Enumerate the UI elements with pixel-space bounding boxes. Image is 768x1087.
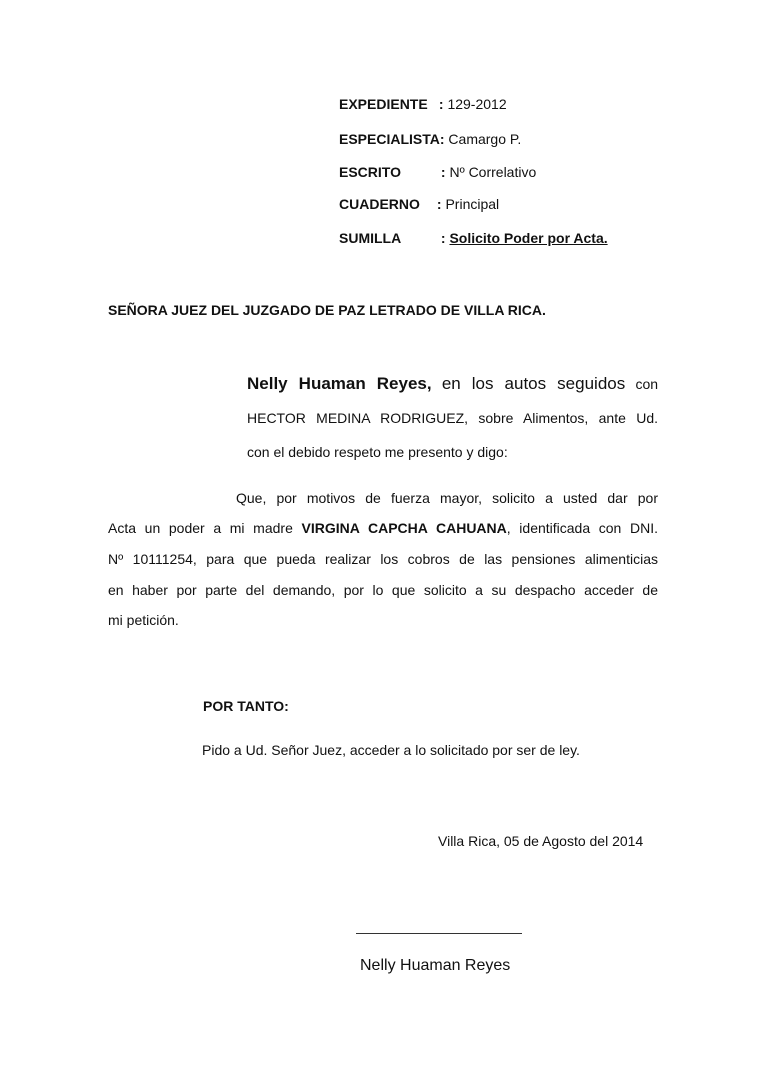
- mother-name: VIRGINA CAPCHA CAHUANA: [301, 520, 507, 536]
- especialista-row: [339, 131, 521, 147]
- body-line-3: Nº 10111254, para que pueda realizar los cobros de las pensiones alimenticias: [108, 551, 658, 567]
- sumilla-value: Solicito Poder por Acta.: [449, 230, 608, 246]
- signature-name: Nelly Huaman Reyes: [360, 957, 511, 974]
- expediente-label: EXPEDIENTE: [339, 96, 428, 112]
- intro-line-1: [247, 374, 658, 394]
- intro-line-1-text: en los autos seguidos: [441, 374, 626, 393]
- body-line-4: en haber por parte del demando, por lo que solicito a su despacho acceder de: [108, 582, 658, 598]
- expediente-value: 129-2012: [447, 96, 507, 112]
- escrito-value: Nº Correlativo: [449, 164, 537, 180]
- sumilla-colon: :: [440, 230, 446, 246]
- cuaderno-value: Principal: [445, 196, 500, 212]
- petitioner-name: Nelly Huaman Reyes,: [247, 374, 432, 393]
- cuaderno-row: [339, 196, 499, 212]
- body-line-2: [108, 520, 658, 536]
- cuaderno-label: CUADERNO: [339, 196, 420, 212]
- especialista-label: ESPECIALISTA:: [339, 131, 445, 147]
- intro-line-1-end: con: [635, 376, 659, 392]
- especialista-value: Camargo P.: [448, 131, 522, 147]
- por-tanto-title: POR TANTO:: [203, 698, 289, 714]
- addressee: SEÑORA JUEZ DEL JUZGADO DE PAZ LETRADO DE VILLA RICA.: [108, 302, 546, 318]
- body-line-1: Que, por motivos de fuerza mayor, solicito a usted dar por: [236, 490, 658, 506]
- escrito-colon: :: [440, 164, 446, 180]
- place-date: Villa Rica, 05 de Agosto del 2014: [438, 833, 644, 849]
- intro-line-2: HECTOR MEDINA RODRIGUEZ, sobre Alimentos, ante Ud.: [247, 410, 658, 426]
- por-tanto-text: Pido a Ud. Señor Juez, acceder a lo solicitado por ser de ley.: [202, 742, 580, 758]
- expediente-colon: :: [438, 96, 444, 112]
- intro-line-3: con el debido respeto me presento y digo:: [247, 444, 508, 460]
- body-line-2-post: , identificada con DNI.: [506, 520, 658, 536]
- signature-line: [356, 933, 522, 934]
- sumilla-row: [339, 230, 608, 246]
- sumilla-label: SUMILLA: [339, 230, 402, 246]
- escrito-label: ESCRITO: [339, 164, 401, 180]
- cuaderno-colon: :: [436, 196, 442, 212]
- body-line-5: mi petición.: [108, 612, 179, 628]
- expediente-row: [339, 96, 507, 112]
- escrito-row: [339, 164, 536, 180]
- body-line-2-pre: Acta un poder a mi madre: [108, 520, 293, 536]
